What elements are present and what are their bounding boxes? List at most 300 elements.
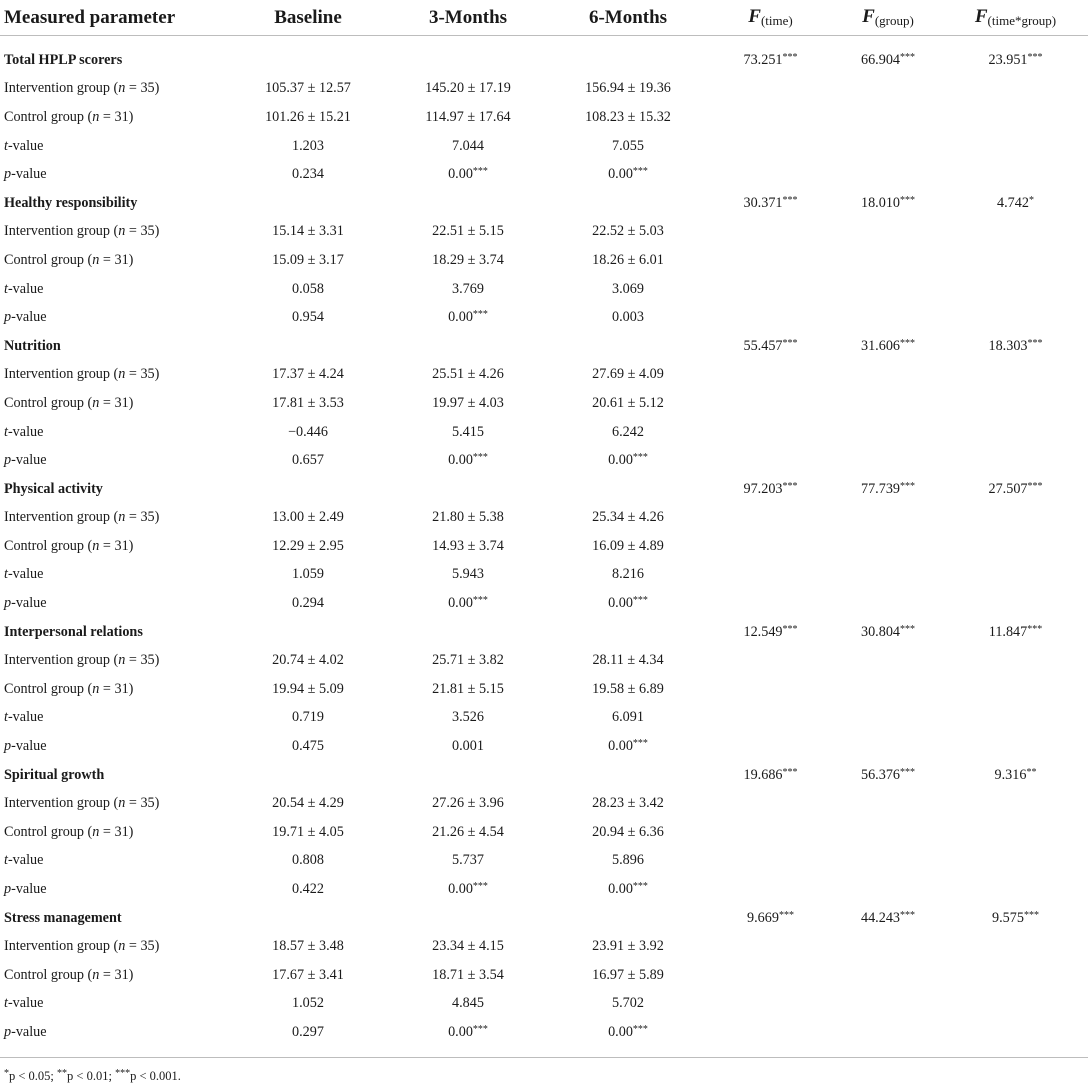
six-months-cell	[548, 132, 708, 161]
three-months-cell	[388, 904, 548, 933]
section-title: Total HPLP scorers	[4, 51, 123, 68]
significance-marker: ***	[1027, 623, 1043, 635]
three-months-cell	[388, 389, 548, 418]
f-time-cell	[708, 904, 833, 933]
group-count: = 31)	[99, 823, 134, 840]
three-months-cell	[388, 618, 548, 647]
group-count: = 35)	[125, 652, 160, 669]
stat-label: -value	[11, 452, 47, 469]
f-group-cell	[833, 961, 943, 990]
f-group-cell	[833, 332, 943, 361]
f-group-cell	[833, 132, 943, 161]
cell-value: 27.26 ± 3.96	[432, 795, 504, 812]
significance-marker: *	[1028, 194, 1034, 206]
three-months-cell	[388, 789, 548, 818]
f-group-cell	[833, 103, 943, 132]
cell-value: 3.526	[452, 709, 484, 726]
row-label	[0, 361, 228, 390]
three-months-cell	[388, 732, 548, 761]
three-months-cell	[388, 132, 548, 161]
three-months-cell	[388, 75, 548, 104]
baseline-cell	[228, 504, 388, 533]
header-f-group-letter: F	[862, 6, 875, 27]
row-label	[0, 160, 228, 189]
cell-value: 0.475	[292, 738, 324, 755]
f-time-group-cell	[943, 932, 1088, 961]
cell-value: 5.896	[612, 852, 644, 869]
table-row	[0, 675, 1088, 704]
significance-marker: ***	[632, 738, 648, 750]
f-time-group-cell	[943, 961, 1088, 990]
table-row	[0, 475, 1088, 504]
f-time-cell	[708, 589, 833, 618]
row-label	[0, 103, 228, 132]
group-count: = 31)	[99, 394, 134, 411]
cell-value: 18.29 ± 3.74	[432, 251, 504, 268]
three-months-cell	[388, 504, 548, 533]
stat-label: -value	[7, 566, 44, 583]
group-label: Control group (	[4, 108, 93, 125]
cell-value: 0.00	[448, 309, 473, 326]
table-row	[0, 418, 1088, 447]
stat-symbol: t	[4, 566, 8, 583]
cell-value: 7.055	[612, 137, 644, 154]
cell-value: 18.26 ± 6.01	[592, 251, 664, 268]
f-time-group-cell	[943, 389, 1088, 418]
cell-value: 8.216	[612, 566, 644, 583]
cell-value: 19.71 ± 4.05	[272, 823, 344, 840]
baseline-cell	[228, 589, 388, 618]
six-months-cell	[548, 246, 708, 275]
n-symbol: n	[118, 509, 126, 526]
cell-value: 12.29 ± 2.95	[272, 537, 344, 554]
stat-label: -value	[11, 595, 47, 612]
stat-label: -value	[11, 738, 47, 755]
f-time-cell	[708, 875, 833, 904]
six-months-cell	[548, 418, 708, 447]
cell-value: 3.069	[612, 280, 644, 297]
section-title: Stress management	[4, 909, 122, 926]
cell-value: 9.575	[992, 909, 1024, 926]
f-time-cell	[708, 389, 833, 418]
n-symbol: n	[118, 652, 126, 669]
row-label	[0, 990, 228, 1019]
f-time-cell	[708, 75, 833, 104]
baseline-cell	[228, 418, 388, 447]
f-group-cell	[833, 561, 943, 590]
cell-value: 20.74 ± 4.02	[272, 652, 344, 669]
f-time-cell	[708, 532, 833, 561]
f-time-cell	[708, 761, 833, 790]
f-time-group-cell	[943, 361, 1088, 390]
f-time-group-cell	[943, 504, 1088, 533]
f-group-cell	[833, 732, 943, 761]
group-label: Intervention group (	[4, 509, 119, 526]
baseline-cell	[228, 103, 388, 132]
row-label	[0, 504, 228, 533]
f-time-group-cell	[943, 990, 1088, 1019]
cell-value: 15.14 ± 3.31	[272, 223, 344, 240]
f-time-cell	[708, 675, 833, 704]
three-months-cell	[388, 332, 548, 361]
table-row	[0, 189, 1088, 218]
stat-symbol: p	[4, 166, 12, 183]
cell-value: 0.00	[608, 738, 633, 755]
cell-value: 28.11 ± 4.34	[592, 652, 664, 669]
f-time-group-cell	[943, 218, 1088, 247]
baseline-cell	[228, 932, 388, 961]
baseline-cell	[228, 789, 388, 818]
f-group-cell	[833, 361, 943, 390]
stat-symbol: t	[4, 423, 8, 440]
row-label	[0, 589, 228, 618]
table-row	[0, 875, 1088, 904]
f-time-cell	[708, 1018, 833, 1057]
table-row	[0, 389, 1088, 418]
table-row	[0, 75, 1088, 104]
three-months-cell	[388, 189, 548, 218]
significance-marker: ***	[632, 1023, 648, 1035]
cell-value: 55.457	[743, 337, 783, 354]
n-symbol: n	[118, 80, 126, 97]
n-symbol: n	[92, 537, 100, 554]
f-time-group-cell	[943, 704, 1088, 733]
f-time-group-cell	[943, 303, 1088, 332]
stat-label: -value	[7, 137, 44, 154]
row-label	[0, 332, 228, 361]
three-months-cell	[388, 275, 548, 304]
f-time-cell	[708, 732, 833, 761]
header-measured-parameter: Measured parameter	[4, 6, 176, 28]
baseline-cell	[228, 246, 388, 275]
six-months-cell	[548, 446, 708, 475]
header-f-time-group-sub: (time*group)	[987, 13, 1057, 28]
header-f-time	[708, 0, 833, 36]
group-count: = 35)	[125, 509, 160, 526]
cell-value: 0.00	[448, 595, 473, 612]
cell-value: 0.00	[608, 452, 633, 469]
six-months-cell	[548, 75, 708, 104]
f-time-cell	[708, 504, 833, 533]
n-symbol: n	[118, 795, 126, 812]
cell-value: 0.001	[452, 738, 484, 755]
group-label: Control group (	[4, 394, 93, 411]
n-symbol: n	[118, 223, 126, 240]
cell-value: 0.657	[292, 452, 324, 469]
baseline-cell	[228, 646, 388, 675]
f-group-cell	[833, 475, 943, 504]
row-label	[0, 646, 228, 675]
baseline-cell	[228, 160, 388, 189]
cell-value: 20.61 ± 5.12	[592, 394, 664, 411]
significance-marker: ***	[1023, 909, 1039, 921]
cell-value: 23.91 ± 3.92	[592, 938, 664, 955]
row-label	[0, 1018, 228, 1057]
header-f-time-group	[943, 0, 1088, 36]
six-months-cell	[548, 361, 708, 390]
f-group-cell	[833, 303, 943, 332]
footnote-sym-3: ***	[115, 1067, 131, 1079]
group-label: Intervention group (	[4, 652, 119, 669]
cell-value: 20.54 ± 4.29	[272, 795, 344, 812]
three-months-cell	[388, 561, 548, 590]
section-title: Spiritual growth	[4, 766, 105, 783]
group-count: = 31)	[99, 251, 134, 268]
header-f-group	[833, 0, 943, 36]
n-symbol: n	[92, 251, 100, 268]
f-time-group-cell	[943, 160, 1088, 189]
stat-symbol: t	[4, 852, 8, 869]
row-label	[0, 875, 228, 904]
cell-value: 0.00	[608, 881, 633, 898]
significance-marker: ***	[1027, 480, 1043, 492]
three-months-cell	[388, 36, 548, 75]
footnote-text-2: p < 0.01;	[67, 1068, 116, 1083]
baseline-cell	[228, 303, 388, 332]
f-time-group-cell	[943, 1018, 1088, 1057]
footnote-text-3: p < 0.001.	[130, 1068, 181, 1083]
six-months-cell	[548, 475, 708, 504]
baseline-cell	[228, 875, 388, 904]
stat-symbol: t	[4, 995, 8, 1012]
f-group-cell	[833, 589, 943, 618]
f-group-cell	[833, 761, 943, 790]
group-label: Intervention group (	[4, 80, 119, 97]
row-label	[0, 675, 228, 704]
cell-value: 23.951	[988, 51, 1028, 68]
f-group-cell	[833, 275, 943, 304]
cell-value: −0.446	[288, 423, 328, 440]
f-time-group-cell	[943, 446, 1088, 475]
cell-value: 0.00	[448, 452, 473, 469]
f-time-cell	[708, 160, 833, 189]
stat-symbol: t	[4, 280, 8, 297]
table-row	[0, 446, 1088, 475]
f-time-group-cell	[943, 36, 1088, 75]
cell-value: 25.71 ± 3.82	[432, 652, 504, 669]
cell-value: 19.94 ± 5.09	[272, 680, 344, 697]
baseline-cell	[228, 761, 388, 790]
f-time-cell	[708, 275, 833, 304]
cell-value: 0.00	[608, 1023, 633, 1040]
table-row	[0, 303, 1088, 332]
row-label	[0, 732, 228, 761]
cell-value: 0.00	[448, 1023, 473, 1040]
f-group-cell	[833, 75, 943, 104]
f-group-cell	[833, 389, 943, 418]
row-label	[0, 446, 228, 475]
table-row	[0, 961, 1088, 990]
significance-marker: ***	[632, 595, 648, 607]
six-months-cell	[548, 332, 708, 361]
cell-value: 28.23 ± 3.42	[592, 795, 664, 812]
baseline-cell	[228, 675, 388, 704]
table-row	[0, 132, 1088, 161]
row-label	[0, 475, 228, 504]
f-group-cell	[833, 189, 943, 218]
baseline-cell	[228, 532, 388, 561]
baseline-cell	[228, 618, 388, 647]
cell-value: 17.67 ± 3.41	[272, 966, 344, 983]
baseline-cell	[228, 1018, 388, 1057]
baseline-cell	[228, 446, 388, 475]
significance-marker: ***	[900, 909, 915, 921]
three-months-cell	[388, 160, 548, 189]
table-row	[0, 1018, 1088, 1057]
f-group-cell	[833, 218, 943, 247]
three-months-cell	[388, 218, 548, 247]
six-months-cell	[548, 875, 708, 904]
cell-value: 19.58 ± 6.89	[592, 680, 664, 697]
f-group-cell	[833, 160, 943, 189]
three-months-cell	[388, 818, 548, 847]
cell-value: 22.52 ± 5.03	[592, 223, 664, 240]
significance-marker: ***	[632, 166, 648, 178]
section-title: Nutrition	[4, 337, 61, 354]
cell-value: 5.943	[452, 566, 484, 583]
six-months-cell	[548, 675, 708, 704]
baseline-cell	[228, 990, 388, 1019]
f-time-cell	[708, 36, 833, 75]
six-months-cell	[548, 275, 708, 304]
three-months-cell	[388, 246, 548, 275]
six-months-cell	[548, 389, 708, 418]
f-group-cell	[833, 818, 943, 847]
table-row	[0, 532, 1088, 561]
cell-value: 30.804	[860, 623, 900, 640]
f-time-group-cell	[943, 532, 1088, 561]
f-group-cell	[833, 990, 943, 1019]
three-months-cell	[388, 418, 548, 447]
baseline-cell	[228, 904, 388, 933]
n-symbol: n	[92, 966, 100, 983]
row-label	[0, 532, 228, 561]
cell-value: 25.34 ± 4.26	[592, 509, 664, 526]
baseline-cell	[228, 475, 388, 504]
group-label: Intervention group (	[4, 366, 119, 383]
stat-symbol: p	[4, 309, 12, 326]
cell-value: 5.702	[612, 995, 644, 1012]
table-row	[0, 36, 1088, 75]
group-count: = 35)	[125, 80, 160, 97]
f-time-group-cell	[943, 618, 1088, 647]
six-months-cell	[548, 36, 708, 75]
cell-value: 0.234	[292, 166, 324, 183]
row-label	[0, 904, 228, 933]
f-time-group-cell	[943, 275, 1088, 304]
cell-value: 16.09 ± 4.89	[592, 537, 664, 554]
cell-value: 30.371	[743, 194, 783, 211]
baseline-cell	[228, 332, 388, 361]
row-label	[0, 303, 228, 332]
footnote-sym-1: *	[4, 1067, 9, 1079]
f-group-cell	[833, 36, 943, 75]
cell-value: 17.37 ± 4.24	[272, 366, 344, 383]
row-label	[0, 418, 228, 447]
cell-value: 22.51 ± 5.15	[432, 223, 504, 240]
six-months-cell	[548, 561, 708, 590]
table-row	[0, 932, 1088, 961]
f-time-group-cell	[943, 75, 1088, 104]
cell-value: 1.052	[292, 995, 324, 1012]
footnote-text-1: p < 0.05;	[9, 1068, 58, 1083]
n-symbol: n	[118, 366, 126, 383]
cell-value: 101.26 ± 15.21	[265, 108, 351, 125]
cell-value: 18.57 ± 3.48	[272, 938, 344, 955]
table-row	[0, 103, 1088, 132]
significance-marker: ***	[1027, 337, 1043, 349]
f-time-group-cell	[943, 904, 1088, 933]
cell-value: 0.003	[612, 309, 644, 326]
table-row	[0, 361, 1088, 390]
significance-marker: ***	[472, 1023, 488, 1035]
significance-marker: ***	[778, 909, 794, 921]
cell-value: 1.203	[292, 137, 324, 154]
stat-symbol: t	[4, 137, 8, 154]
significance-marker: ***	[632, 881, 648, 893]
f-time-group-cell	[943, 646, 1088, 675]
group-label: Control group (	[4, 680, 93, 697]
stat-label: -value	[7, 423, 44, 440]
significance-marker: ***	[1027, 51, 1043, 63]
three-months-cell	[388, 303, 548, 332]
cell-value: 3.769	[452, 280, 484, 297]
cell-value: 13.00 ± 2.49	[272, 509, 344, 526]
stat-symbol: p	[4, 738, 12, 755]
cell-value: 4.845	[452, 995, 484, 1012]
significance-marker: ***	[900, 480, 915, 492]
cell-value: 21.26 ± 4.54	[432, 823, 504, 840]
three-months-cell	[388, 932, 548, 961]
header-f-time-letter: F	[748, 6, 761, 27]
row-label	[0, 704, 228, 733]
group-label: Control group (	[4, 537, 93, 554]
f-time-group-cell	[943, 589, 1088, 618]
f-time-cell	[708, 475, 833, 504]
f-time-group-cell	[943, 132, 1088, 161]
six-months-cell	[548, 532, 708, 561]
significance-marker: ***	[632, 452, 648, 464]
cell-value: 20.94 ± 6.36	[592, 823, 664, 840]
f-group-cell	[833, 704, 943, 733]
significance-marker: ***	[782, 194, 798, 206]
f-group-cell	[833, 618, 943, 647]
table-row	[0, 332, 1088, 361]
group-count: = 31)	[99, 680, 134, 697]
f-time-cell	[708, 361, 833, 390]
header-f-time-group-letter: F	[974, 6, 988, 27]
row-label	[0, 618, 228, 647]
six-months-cell	[548, 589, 708, 618]
cell-value: 11.847	[988, 623, 1028, 640]
n-symbol: n	[118, 938, 126, 955]
table-row	[0, 246, 1088, 275]
three-months-cell	[388, 675, 548, 704]
cell-value: 15.09 ± 3.17	[272, 251, 344, 268]
cell-value: 0.00	[448, 166, 473, 183]
significance-marker: ***	[782, 766, 798, 778]
cell-value: 27.69 ± 4.09	[592, 366, 664, 383]
row-label	[0, 36, 228, 75]
header-f-time-sub: (time)	[760, 13, 793, 28]
row-label	[0, 132, 228, 161]
f-time-cell	[708, 704, 833, 733]
cell-value: 19.686	[743, 766, 783, 783]
six-months-cell	[548, 160, 708, 189]
cell-value: 0.808	[292, 852, 324, 869]
f-time-group-cell	[943, 789, 1088, 818]
baseline-cell	[228, 218, 388, 247]
